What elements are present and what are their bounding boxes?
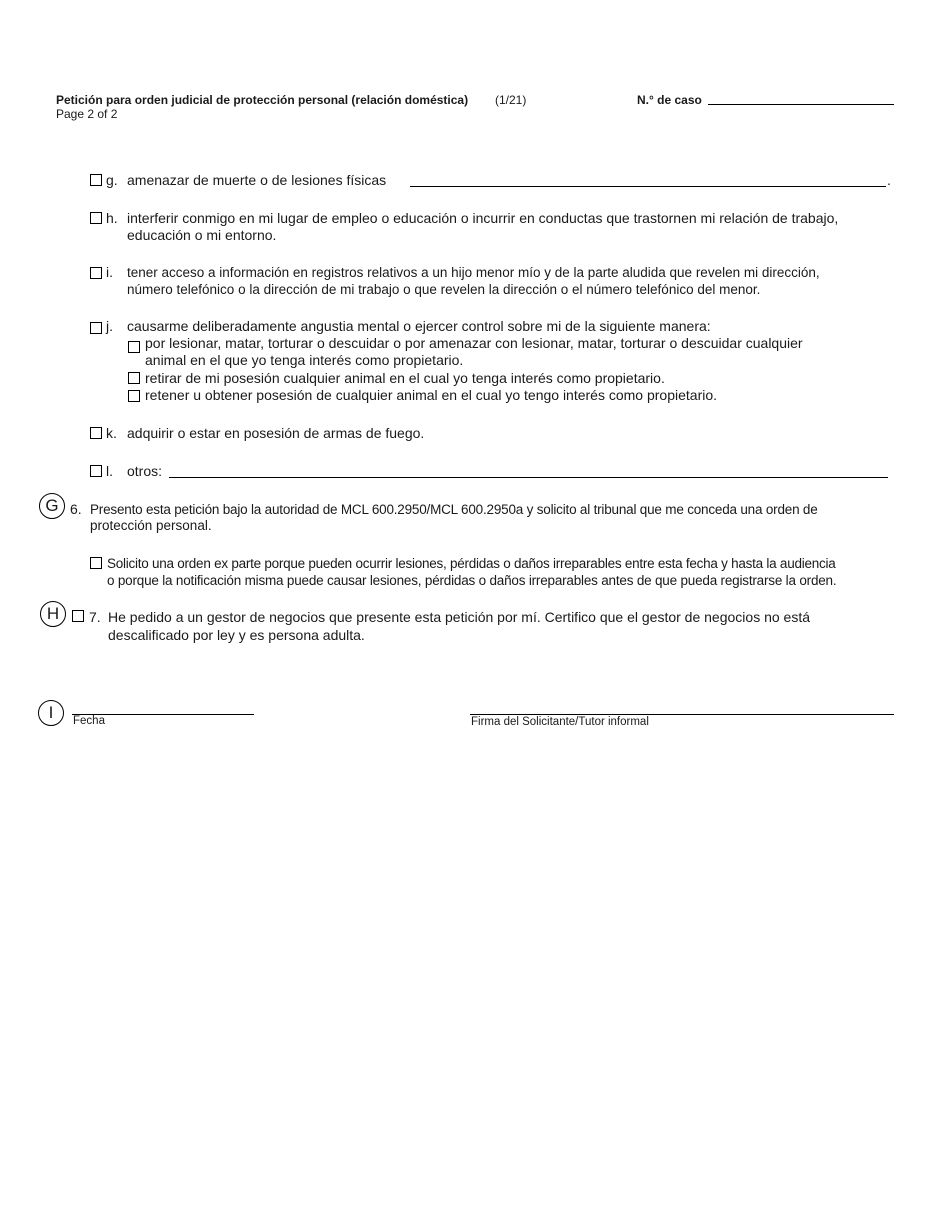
signature-label: Firma del Solicitante/Tutor informal	[471, 716, 649, 728]
checkbox-j-sub2[interactable]	[128, 372, 140, 384]
section-7-line2: descalificado por ley y es persona adulta.	[108, 627, 365, 643]
section-6-line2: protección personal.	[90, 518, 212, 533]
item-j-letter: j.	[106, 318, 113, 334]
checkbox-l[interactable]	[90, 465, 102, 477]
form-revision: (1/21)	[495, 93, 527, 107]
item-l-letter: l.	[106, 463, 113, 479]
case-number-label: N.° de caso	[637, 93, 702, 107]
section-i-marker: I	[38, 700, 64, 726]
item-k-text: adquirir o estar en posesión de armas de fuego.	[127, 425, 425, 441]
date-label: Fecha	[73, 715, 105, 727]
item-j-sub1-line1: por lesionar, matar, torturar o descuidar o por amenazar con lesionar, matar, torturar o descuidar cualquier	[145, 335, 803, 351]
checkbox-exparte[interactable]	[90, 557, 102, 569]
checkbox-j-sub1[interactable]	[128, 341, 140, 353]
item-l-text: otros:	[127, 463, 163, 479]
signature-field[interactable]	[470, 700, 894, 715]
item-j-text: causarme deliberadamente angustia mental o ejercer control sobre mi de la siguiente manera:	[127, 318, 711, 334]
checkbox-j-sub3[interactable]	[128, 390, 140, 402]
exparte-line1: Solicito una orden ex parte porque pueden ocurrir lesiones, pérdidas o daños irreparables entre esta fecha y hasta la audiencia	[107, 556, 836, 571]
item-j-sub1-line2: animal en el que yo tenga interés como propietario.	[145, 352, 464, 368]
checkbox-j[interactable]	[90, 322, 102, 334]
item-g-letter: g.	[106, 172, 118, 188]
item-k-letter: k.	[106, 425, 117, 441]
checkbox-g[interactable]	[90, 174, 102, 186]
item-g-field[interactable]	[410, 172, 886, 187]
section-7-line1: He pedido a un gestor de negocios que presente esta petición por mí. Certifico que el gestor de negocios no está	[108, 609, 811, 625]
item-g-period: .	[887, 172, 891, 188]
item-h-text-line1: interferir conmigo en mi lugar de empleo o educación o incurrir en conductas que trastornen mi relación de trabajo,	[127, 210, 839, 226]
checkbox-i[interactable]	[90, 267, 102, 279]
checkbox-h[interactable]	[90, 212, 102, 224]
exparte-line2: o porque la notificación misma puede causar lesiones, pérdidas o daños irreparables antes de que pueda registrarse la orden.	[107, 573, 837, 588]
form-title: Petición para orden judicial de protección personal (relación doméstica)	[56, 93, 469, 107]
item-l-field[interactable]	[169, 463, 888, 478]
item-j-sub2: retirar de mi posesión cualquier animal en el cual yo tenga interés como propietario.	[145, 370, 665, 386]
item-g-text: amenazar de muerte o de lesiones físicas	[127, 172, 387, 188]
item-h-text-line2: educación o mi entorno.	[127, 227, 277, 243]
checkbox-k[interactable]	[90, 427, 102, 439]
section-6-number: 6.	[70, 501, 82, 517]
page-number: Page 2 of 2	[56, 107, 118, 121]
checkbox-next-friend[interactable]	[72, 610, 84, 622]
item-i-text-line1: tener acceso a información en registros relativos a un hijo menor mío y de la parte aludida que revelen mi dirección,	[127, 265, 820, 280]
section-6-line1: Presento esta petición bajo la autoridad de MCL 600.2950/MCL 600.2950a y solicito al tribunal que me conceda una orden de	[90, 502, 818, 517]
section-7-number: 7.	[89, 609, 101, 625]
case-number-field[interactable]	[708, 90, 894, 105]
item-j-sub3: retener u obtener posesión de cualquier animal en el cual yo tengo interés como propietario.	[145, 387, 718, 403]
item-i-text-line2: número telefónico o la dirección de mi trabajo o que revelen la dirección o el número telefónico del menor.	[127, 282, 761, 297]
item-i-letter: i.	[106, 264, 113, 280]
date-field[interactable]	[72, 700, 254, 715]
item-h-letter: h.	[106, 210, 118, 226]
section-h-marker: H	[40, 601, 66, 627]
section-g-marker: G	[39, 493, 65, 519]
